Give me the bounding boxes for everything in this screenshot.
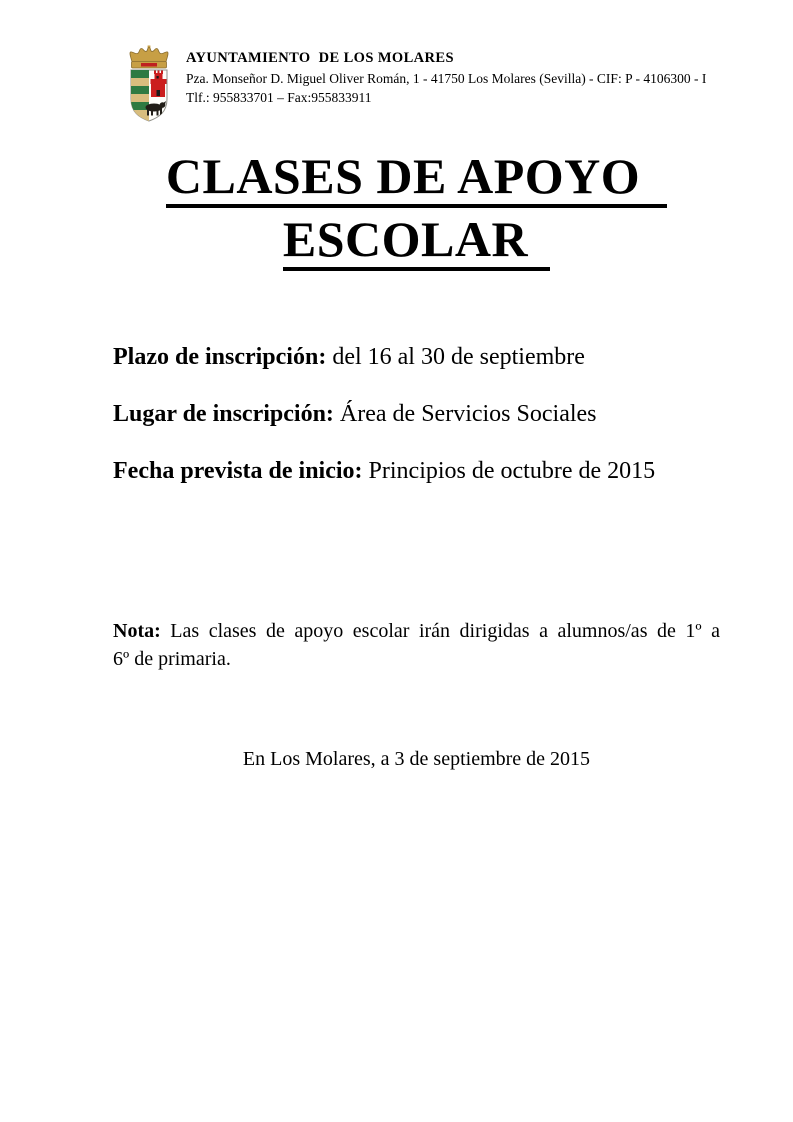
letterhead-text: [186, 49, 706, 107]
title-line-1: CLASES DE APOYO: [166, 148, 667, 208]
org-address: Pza. Monseñor D. Miguel Oliver Román, 1 - 41750 Los Molares (Sevilla) - CIF: P - 4106300 - I: [186, 71, 707, 86]
note-line-2: 6º de primaria.: [113, 647, 231, 670]
coat-of-arms-icon: [123, 45, 175, 123]
note-paragraph: [113, 618, 720, 673]
note-label: Nota:: [113, 620, 161, 642]
field-lugar-inscripcion: [113, 399, 720, 429]
field-value: Principios de octubre de 2015: [368, 458, 656, 484]
field-value: del 16 al 30 de septiembre: [332, 344, 585, 370]
place-and-date: En Los Molares, a 3 de septiembre de 2015: [242, 748, 591, 770]
note-line-1: [113, 618, 720, 646]
field-plazo-inscripcion: [113, 342, 720, 372]
org-phone-fax: Tlf.: 955833701 – Fax:955833911: [186, 89, 372, 105]
document-title: [113, 147, 720, 271]
org-name: AYUNTAMIENTO DE LOS MOLARES: [186, 50, 454, 66]
field-value: Área de Servicios Sociales: [339, 401, 597, 427]
field-label: Plazo de inscripción:: [113, 344, 327, 370]
crown-shape: [130, 46, 168, 69]
field-label: Lugar de inscripción:: [113, 401, 334, 427]
stripe-green: [131, 70, 149, 110]
field-fecha-inicio: [113, 456, 720, 486]
title-line-2: ESCOLAR: [283, 211, 550, 271]
field-label: Fecha prevista de inicio:: [113, 458, 363, 484]
note-text: Las clases de apoyo escolar irán dirigidas a alumnos/as de 1º a: [170, 620, 721, 642]
